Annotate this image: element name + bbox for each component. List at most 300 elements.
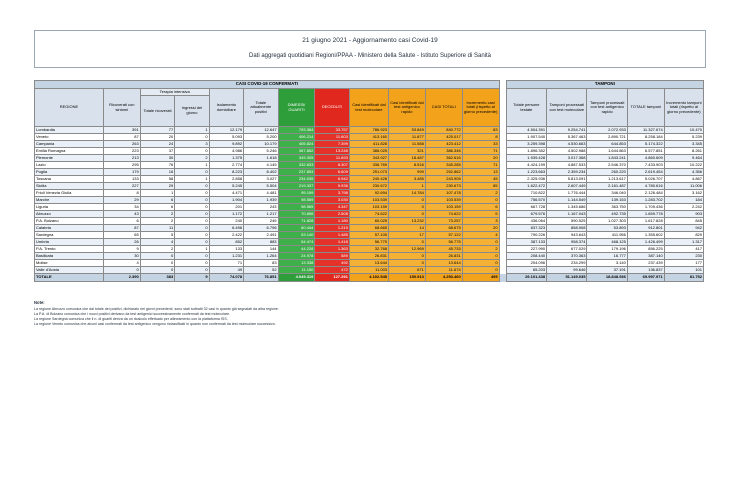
note-line: La regione Veneto comunica che alcuni casi confermati da test antigenico vengono riclassificati in quanto non confermati da test molecolare successivo. — [34, 322, 276, 326]
cell-guariti: 237.853 — [278, 169, 315, 176]
cell-guariti: 11.150 — [278, 267, 315, 274]
cell-tamponi-antigenici: 363.750 — [587, 204, 627, 211]
cell-positivi: 3.027 — [244, 176, 278, 183]
cell-incremento-casi: 71 — [462, 148, 499, 155]
cell-region: Piemonte — [35, 155, 104, 162]
cell-persone-testate: 2.325.936 — [506, 176, 546, 183]
note-line: La regione Abruzzo comunica che dal totale dei positivi, dichiarato nei giorni precedenti, sono stati sottratti 32 casi in quanto già segnalati da altra regione. — [34, 307, 279, 311]
cell-tamponi-totali: 1.709.436 — [627, 204, 664, 211]
cell-region: Umbria — [35, 239, 104, 246]
cell-ti-totale: 383 — [140, 274, 174, 282]
cell-region: Basilicata — [35, 253, 104, 260]
cell-tamponi-totali: 2.619.454 — [627, 169, 664, 176]
cell-region: Abruzzo — [35, 211, 104, 218]
cell-isolamento: 2.774 — [209, 162, 243, 169]
cell-ti-ingressi: 3 — [175, 141, 209, 148]
cell-incremento-casi: 0 — [462, 239, 499, 246]
cell-guariti: 71.828 — [278, 218, 315, 225]
report-subtitle: Dati aggregati quotidiani Regioni/PPAA - Ministero della Salute - Istituto Superiore di Sanità — [248, 53, 492, 59]
cell-incremento-casi: 8 — [462, 134, 499, 141]
cell-casi-totali: 56.775 — [425, 239, 462, 246]
cell-tamponi-antigenici: 16.777 — [587, 253, 627, 260]
cell-ti-ingressi: 0 — [175, 134, 209, 141]
cell-tamponi-antigenici: 1.644.863 — [587, 148, 627, 155]
cell-persone-testate: 227.990 — [506, 246, 546, 253]
cell-deceduti: 6.609 — [315, 169, 349, 176]
cell-casi-totali: 73.257 — [425, 218, 462, 225]
cell-deceduti: 589 — [315, 253, 349, 260]
cell-persone-testate: 1.896.352 — [506, 148, 546, 155]
cell-ricoverati: 263 — [103, 141, 140, 148]
cell-ricoverati: 8 — [103, 190, 140, 197]
cell-casi-antigenico: 1 — [389, 183, 426, 190]
cell-isolamento: 49 — [209, 267, 243, 274]
cell-tamponi-totali: 1.426.499 — [627, 239, 664, 246]
cell-casi-totali: 362.616 — [425, 155, 462, 162]
table-row — [35, 197, 704, 204]
cell-guariti: 406.214 — [278, 134, 315, 141]
cell-tamponi-molecolari: 958.374 — [547, 239, 587, 246]
cell-ricoverati: 227 — [103, 183, 140, 190]
cell-ti-totale: 6 — [140, 204, 174, 211]
table-row — [35, 169, 704, 176]
cell-isolamento: 2.422 — [209, 232, 243, 239]
col-deceduti: DECEDUTI — [315, 89, 349, 127]
cell-tamponi-molecolari: 858.908 — [547, 225, 587, 232]
cell-ti-totale: 2 — [140, 246, 174, 253]
cell-region: Campania — [35, 141, 104, 148]
cell-casi-antigenico: 0 — [389, 197, 426, 204]
cell-casi-antigenico: 0 — [389, 260, 426, 267]
cell-isolamento: 9.892 — [209, 141, 243, 148]
cell-ti-ingressi: 1 — [175, 176, 209, 183]
cell-deceduti: 3.030 — [315, 197, 349, 204]
table-row — [35, 204, 704, 211]
cell-tamponi-totali: 1.283.702 — [627, 197, 664, 204]
cell-isolamento: 133 — [209, 246, 243, 253]
cell-tamponi-totali: 136.837 — [627, 267, 664, 274]
cell-tamponi-molecolari: 2.607.449 — [547, 183, 587, 190]
cell-isolamento: 5.245 — [209, 183, 243, 190]
cell-isolamento: 8.223 — [209, 169, 243, 176]
cell-casi-molecolare: 26.831 — [349, 253, 388, 260]
cell-ti-totale: 76 — [140, 162, 174, 169]
cell-region: Molise — [35, 260, 104, 267]
note-line: La regione Sardegna comunica che il n. di guariti deriva da un ricalcolo effettuato per allineamento con la piattaforma ISS. — [34, 317, 228, 321]
cell-positivi: 1.618 — [244, 155, 278, 162]
cell-region: Friuli Venezia Giulia — [35, 190, 104, 197]
notes-section — [34, 300, 704, 327]
cell-ti-ingressi: 0 — [175, 267, 209, 274]
cell-casi-totali: 57.122 — [425, 232, 462, 239]
cell-region: Calabria — [35, 225, 104, 232]
cell-deceduti: 11.693 — [315, 155, 349, 162]
cell-ti-ingressi: 0 — [175, 190, 209, 197]
col-ti-ingressi: Ingressi del giorno — [175, 96, 209, 127]
col-region: REGIONE — [35, 89, 104, 127]
cell-persone-testate: 4.424.199 — [506, 162, 546, 169]
cell-tamponi-totali: 2.126.484 — [627, 190, 664, 197]
cell-tamponi-antigenici: 260.220 — [587, 169, 627, 176]
covid-data-table — [34, 80, 704, 282]
cell-incremento-casi: 5 — [462, 211, 499, 218]
cell-isolamento: 2.858 — [209, 176, 243, 183]
cell-isolamento: 240 — [209, 218, 243, 225]
cell-tamponi-molecolari: 234.299 — [547, 260, 587, 267]
cell-ti-totale: 58 — [140, 176, 174, 183]
cell-tamponi-antigenici: 139.153 — [587, 197, 627, 204]
cell-casi-antigenico: 12.969 — [389, 246, 426, 253]
cell-casi-molecolare: 230.672 — [349, 183, 388, 190]
cell-casi-antigenico: 14 — [389, 225, 426, 232]
cell-isolamento: 4.471 — [209, 190, 243, 197]
table-row — [35, 183, 704, 190]
cell-casi-molecolare: 4.102.545 — [349, 274, 388, 282]
cell-casi-molecolare: 240.428 — [349, 176, 388, 183]
cell-casi-molecolare: 336.769 — [349, 162, 388, 169]
cell-casi-molecolare: 56.775 — [349, 239, 388, 246]
cell-casi-totali: 230.673 — [425, 183, 462, 190]
cell-ricoverati: 87 — [103, 225, 140, 232]
cell-ricoverati: 223 — [103, 148, 140, 155]
cell-ricoverati: 43 — [103, 211, 140, 218]
group-terapia-intensiva: Terapia intensiva — [140, 89, 209, 96]
cell-region: Lazio — [35, 162, 104, 169]
cell-deceduti: 3.798 — [315, 190, 349, 197]
col-casi-antigenico: Casi identificati dal test antigenico rapido — [389, 89, 426, 127]
cell-incremento-casi: 71 — [462, 162, 499, 169]
cell-casi-molecolare: 32.768 — [349, 246, 388, 253]
cell-casi-antigenico: 321 — [389, 148, 426, 155]
cell-incremento-tamponi: 417 — [664, 246, 703, 253]
cell-tamponi-antigenici: 1.027.303 — [587, 218, 627, 225]
cell-casi-antigenico: 17 — [389, 232, 426, 239]
cell-casi-totali: 345.285 — [425, 162, 462, 169]
cell-incremento-tamponi: 81.752 — [664, 274, 703, 282]
cell-ti-totale: 16 — [140, 169, 174, 176]
cell-casi-antigenico: 13.232 — [389, 218, 426, 225]
cell-casi-molecolare: 411.828 — [349, 141, 388, 148]
table-row — [35, 232, 704, 239]
cell-guariti: 54.474 — [278, 239, 315, 246]
cell-incremento-tamponi: 11.006 — [664, 183, 703, 190]
cell-incremento-tamponi: 8.261 — [664, 148, 703, 155]
cell-casi-molecolare: 57.105 — [349, 232, 388, 239]
cell-casi-totali: 386.346 — [425, 148, 462, 155]
section-swabs-header: TAMPONI — [506, 81, 703, 89]
cell-incremento-casi: 4 — [462, 232, 499, 239]
cell-incremento-tamponi: 2.242 — [664, 204, 703, 211]
cell-tamponi-antigenici: 644.853 — [587, 141, 627, 148]
cell-ti-ingressi: 0 — [175, 232, 209, 239]
cell-incremento-casi: 33 — [462, 141, 499, 148]
table-row — [35, 225, 704, 232]
cell-persone-testate: 208.440 — [506, 253, 546, 260]
cell-ti-ingressi: 0 — [175, 211, 209, 218]
cell-tamponi-molecolari: 1.345.686 — [547, 204, 587, 211]
cell-incremento-tamponi: 184 — [664, 197, 703, 204]
cell-persone-testate: 1.622.472 — [506, 183, 546, 190]
cell-positivi: 4.145 — [244, 162, 278, 169]
cell-deceduti: 2.508 — [315, 211, 349, 218]
cell-persone-testate: 667.728 — [506, 204, 546, 211]
cell-casi-molecolare: 103.159 — [349, 204, 388, 211]
cell-region: Marche — [35, 197, 104, 204]
cell-region: Veneto — [35, 134, 104, 141]
cell-casi-molecolare: 60.025 — [349, 218, 388, 225]
cell-persone-testate: 837.323 — [506, 225, 546, 232]
cell-ti-ingressi: 1 — [175, 246, 209, 253]
cell-ricoverati: 9 — [103, 246, 140, 253]
cell-casi-totali: 11.674 — [425, 267, 462, 274]
cell-casi-molecolare: 251.073 — [349, 169, 388, 176]
cell-tamponi-antigenici: 411.956 — [587, 232, 627, 239]
cell-deceduti: 127.291 — [315, 274, 349, 282]
cell-casi-molecolare: 103.539 — [349, 197, 388, 204]
cell-ti-ingressi: 1 — [175, 127, 209, 134]
cell-positivi: 12.647 — [244, 127, 278, 134]
cell-tamponi-totali: 1.659.778 — [627, 211, 664, 218]
cell-guariti: 95.199 — [278, 190, 315, 197]
table-row — [35, 162, 704, 169]
cell-tamponi-totali: 1.617.828 — [627, 218, 664, 225]
table-row — [35, 176, 704, 183]
cell-ricoverati: 391 — [103, 127, 140, 134]
cell-region: Liguria — [35, 204, 104, 211]
cell-positivi: 5.504 — [244, 183, 278, 190]
cell-incremento-tamponi: 3.162 — [664, 190, 703, 197]
cell-casi-molecolare: 413.160 — [349, 134, 388, 141]
cell-tamponi-totali: 8.258.184 — [627, 134, 664, 141]
cell-ti-totale: 0 — [140, 253, 174, 260]
cell-tamponi-molecolari: 5.367.463 — [547, 134, 587, 141]
cell-casi-antigenico: 671 — [389, 267, 426, 274]
cell-tamponi-molecolari: 1.167.043 — [547, 211, 587, 218]
cell-persone-testate: 4.504.391 — [506, 127, 546, 134]
cell-deceduti: 1.219 — [315, 225, 349, 232]
table-row — [35, 267, 704, 274]
cell-incremento-tamponi: 10.222 — [664, 162, 703, 169]
cell-casi-antigenico: 0 — [389, 253, 426, 260]
cell-incremento-tamponi: 230 — [664, 253, 703, 260]
cell-casi-totali: 4.253.460 — [425, 274, 462, 282]
cell-ti-totale: 30 — [140, 155, 174, 162]
cell-persone-testate: 387.133 — [506, 239, 546, 246]
cell-casi-totali: 103.539 — [425, 197, 462, 204]
cell-tamponi-molecolari: 4.502.988 — [547, 148, 587, 155]
cell-incremento-tamponi: 845 — [664, 218, 703, 225]
cell-persone-testate: 756.570 — [506, 197, 546, 204]
cell-casi-totali: 425.017 — [425, 134, 462, 141]
table-body — [35, 127, 704, 282]
cell-isolamento: 1.172 — [209, 211, 243, 218]
col-casi-totali: CASI TOTALI — [425, 89, 462, 127]
cell-tamponi-molecolari: 3.017.368 — [547, 155, 587, 162]
cell-persone-testate: 1.907.540 — [506, 134, 546, 141]
cell-isolamento: 6.496 — [209, 225, 243, 232]
cell-tamponi-totali: 237.439 — [627, 260, 664, 267]
cell-ricoverati: 30 — [103, 253, 140, 260]
cell-tamponi-molecolari: 1.776.444 — [547, 190, 587, 197]
cell-persone-testate: 710.822 — [506, 190, 546, 197]
cell-incremento-casi: 83 — [462, 127, 499, 134]
cell-guariti: 219.337 — [278, 183, 315, 190]
cell-casi-antigenico: 18.487 — [389, 155, 426, 162]
cell-persone-testate: 29.101.438 — [506, 274, 546, 282]
table-row — [35, 239, 704, 246]
cell-casi-molecolare: 386.025 — [349, 148, 388, 155]
cell-deceduti: 492 — [315, 260, 349, 267]
cell-deceduti: 11.603 — [315, 134, 349, 141]
cell-ricoverati: 87 — [103, 134, 140, 141]
cell-incremento-tamponi: 1.317 — [664, 239, 703, 246]
cell-casi-antigenico: 11.588 — [389, 141, 426, 148]
cell-ti-totale: 20 — [140, 134, 174, 141]
cell-tamponi-totali: 912.801 — [627, 225, 664, 232]
cell-tamponi-molecolari: 590.525 — [547, 218, 587, 225]
cell-ti-ingressi: 1 — [175, 162, 209, 169]
cell-ti-totale: 4 — [140, 239, 174, 246]
notes-title: Note: — [34, 300, 45, 305]
cell-persone-testate: 1.223.663 — [506, 169, 546, 176]
cell-casi-totali: 26.831 — [425, 253, 462, 260]
cell-guariti: 13.338 — [278, 260, 315, 267]
cell-tamponi-totali: 5.026.707 — [627, 176, 664, 183]
cell-region: Toscana — [35, 176, 104, 183]
section-cases-header: CASI COVID-19 CONFERMATI — [35, 81, 500, 89]
cell-ti-ingressi: 0 — [175, 204, 209, 211]
cell-ti-totale: 5 — [140, 232, 174, 239]
cell-casi-antigenico: 0 — [389, 239, 426, 246]
col-ricoverati: Ricoverati con sintomi — [103, 89, 140, 127]
cell-guariti: 332.833 — [278, 162, 315, 169]
cell-tamponi-antigenici: 2.161.487 — [587, 183, 627, 190]
cell-isolamento: 1.231 — [209, 253, 243, 260]
cell-casi-totali: 252.862 — [425, 169, 462, 176]
cell-incremento-casi: 0 — [462, 267, 499, 274]
cell-tamponi-molecolari: 9.254.741 — [547, 127, 587, 134]
cell-incremento-casi: 495 — [462, 274, 499, 282]
cell-ricoverati: 0 — [103, 267, 140, 274]
cell-isolamento: 71 — [209, 260, 243, 267]
cell-incremento-tamponi: 9.464 — [664, 155, 703, 162]
cell-deceduti: 1.180 — [315, 218, 349, 225]
cell-ricoverati: 4 — [103, 260, 140, 267]
cell-casi-molecolare: 74.622 — [349, 211, 388, 218]
cell-ti-ingressi: 0 — [175, 197, 209, 204]
cell-tamponi-antigenici: 3.140 — [587, 260, 627, 267]
cell-incremento-tamponi: 829 — [664, 232, 703, 239]
cell-casi-totali: 103.159 — [425, 204, 462, 211]
cell-incremento-tamponi: 903 — [664, 211, 703, 218]
cell-tamponi-molecolari: 2.359.234 — [547, 169, 587, 176]
cell-tamponi-totali: 4.780.616 — [627, 183, 664, 190]
cell-casi-totali: 13.644 — [425, 260, 462, 267]
cell-ti-ingressi: 0 — [175, 253, 209, 260]
col-tamponi-molecolari: Tamponi processati con test molecolare — [547, 89, 587, 127]
cell-guariti: 98.569 — [278, 204, 315, 211]
cell-tamponi-antigenici: 53.893 — [587, 225, 627, 232]
cell-ricoverati: 133 — [103, 176, 140, 183]
cell-incremento-casi: 2 — [462, 246, 499, 253]
cell-ti-totale: 29 — [140, 183, 174, 190]
cell-casi-antigenico: 53.849 — [389, 127, 426, 134]
cell-isolamento: 852 — [209, 239, 243, 246]
table-row — [35, 127, 704, 134]
cell-casi-totali: 68.679 — [425, 225, 462, 232]
cell-positivi: 1.217 — [244, 211, 278, 218]
table-row — [35, 218, 704, 225]
table-row — [35, 148, 704, 155]
cell-isolamento: 5.093 — [209, 134, 243, 141]
cell-casi-molecolare: 11.003 — [349, 267, 388, 274]
cell-deceduti: 5.938 — [315, 183, 349, 190]
table-row — [35, 253, 704, 260]
cell-casi-totali: 107.478 — [425, 190, 462, 197]
cell-incremento-casi: 20 — [462, 225, 499, 232]
cell-deceduti: 1.363 — [315, 246, 349, 253]
cell-tamponi-antigenici: 2.890.721 — [587, 134, 627, 141]
cell-incremento-casi: 2 — [462, 190, 499, 197]
cell-casi-molecolare: 786.923 — [349, 127, 388, 134]
cell-casi-antigenico: 0 — [389, 211, 426, 218]
cell-region: Sardegna — [35, 232, 104, 239]
cell-positivi: 76.851 — [244, 274, 278, 282]
cell-incremento-casi: 0 — [462, 197, 499, 204]
cell-ricoverati: 179 — [103, 169, 140, 176]
cell-tamponi-totali: 69.997.971 — [627, 274, 664, 282]
cell-positivi: 249 — [244, 218, 278, 225]
cell-tamponi-molecolari: 1.144.549 — [547, 197, 587, 204]
cell-ti-totale: 2 — [140, 218, 174, 225]
cell-casi-antigenico: 11.877 — [389, 134, 426, 141]
cell-tamponi-totali: 7.433.903 — [627, 162, 664, 169]
cell-incremento-tamponi: 942 — [664, 225, 703, 232]
cell-persone-testate: 1.939.428 — [506, 155, 546, 162]
cell-incremento-tamponi: 101 — [664, 267, 703, 274]
col-casi-molecolare: Casi identificati dal test molecolare — [349, 89, 388, 127]
cell-region: P.A. Trento — [35, 246, 104, 253]
cell-deceduti: 6.942 — [315, 176, 349, 183]
cell-deceduti: 13.248 — [315, 148, 349, 155]
cell-casi-totali: 74.622 — [425, 211, 462, 218]
cell-incremento-tamponi: 3.345 — [664, 141, 703, 148]
col-persone-testate: Totale persone testate — [506, 89, 546, 127]
cell-positivi: 83 — [244, 260, 278, 267]
cell-region: Puglia — [35, 169, 104, 176]
col-ti-totale: Totale ricoverati — [140, 96, 174, 127]
report-title: 21 giugno 2021 - Aggiornamento casi Covid-19 — [302, 37, 438, 44]
cell-incremento-tamponi: 10.470 — [664, 127, 703, 134]
cell-region: Sicilia — [35, 183, 104, 190]
cell-tamponi-antigenici: 2.546.370 — [587, 162, 627, 169]
cell-tamponi-totali: 4.860.609 — [627, 155, 664, 162]
cell-casi-totali: 45.733 — [425, 246, 462, 253]
cell-casi-molecolare: 68.665 — [349, 225, 388, 232]
cell-casi-antigenico: 150.913 — [389, 274, 426, 282]
cell-ricoverati: 29 — [103, 197, 140, 204]
cell-guariti: 4.049.319 — [278, 274, 315, 282]
report-header — [34, 30, 706, 68]
cell-casi-antigenico: 999 — [389, 169, 426, 176]
cell-tamponi-totali: 387.140 — [627, 253, 664, 260]
cell-casi-antigenico: 14.784 — [389, 190, 426, 197]
cell-positivi: 4.481 — [244, 190, 278, 197]
table-row — [35, 246, 704, 253]
total-row — [35, 274, 704, 282]
cell-guariti: 234.035 — [278, 176, 315, 183]
cell-deceduti: 7.399 — [315, 141, 349, 148]
